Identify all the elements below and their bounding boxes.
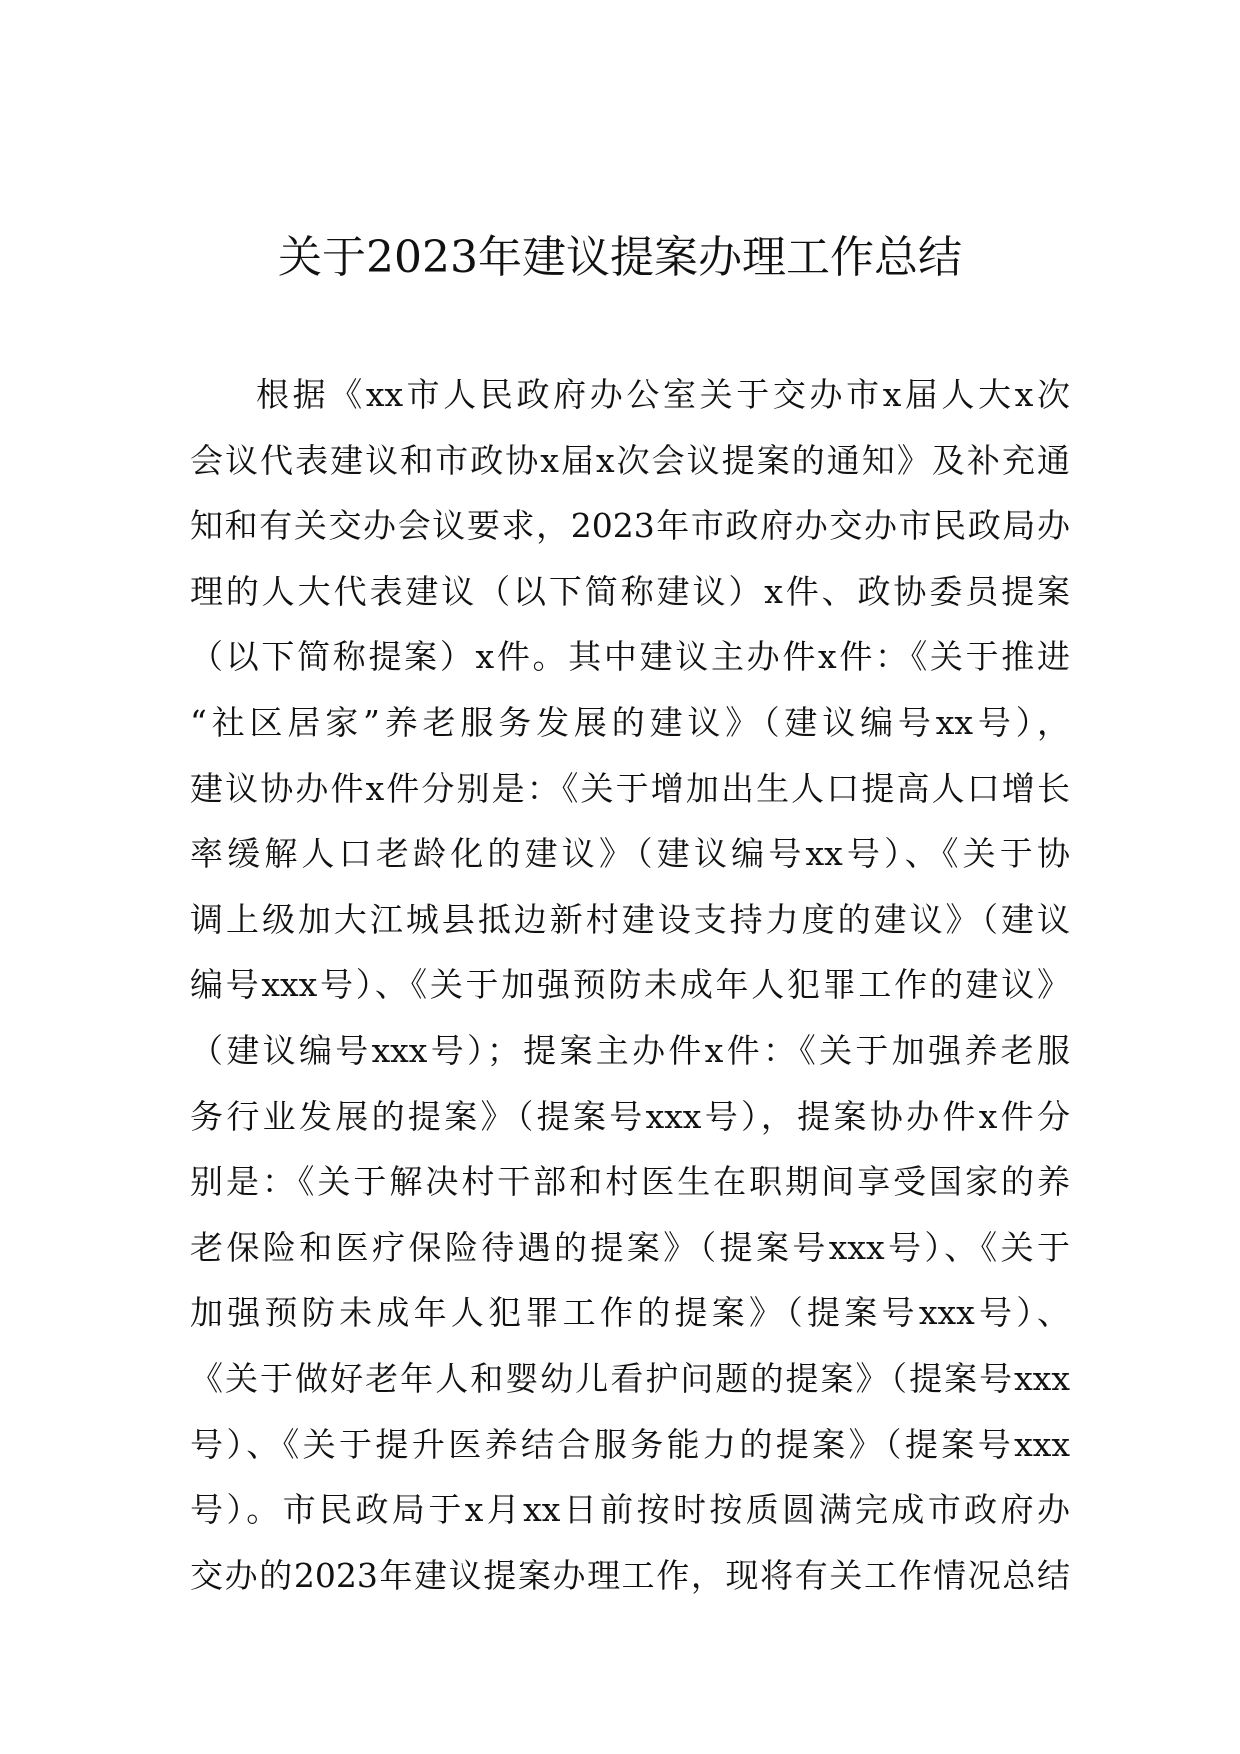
body-line-7: 建议协办件x件分别是：《关于增加出生人口提高人口增长 xyxy=(190,768,1070,808)
body-line-11: （建议编号xxx号）；提案主办件x件：《关于加强养老服 xyxy=(190,1030,1070,1070)
body-line-6: “社区居家”养老服务发展的建议》（建议编号xx号）， xyxy=(190,702,1070,742)
body-line-18: 号）。市民政局于x月xx日前按时按质圆满完成市政府办 xyxy=(190,1490,1070,1530)
body-line-9: 调上级加大江城县抵边新村建设支持力度的建议》（建议 xyxy=(190,899,1070,939)
body-line-3: 知和有关交办会议要求，2023年市政府办交办市民政局办 xyxy=(190,506,1070,546)
body-line-1: 根据《xx市人民政府办公室关于交办市x届人大x次 xyxy=(256,375,1070,414)
body-line-17: 号）、《关于提升医养结合服务能力的提案》（提案号xxx xyxy=(190,1424,1070,1464)
body-line-15: 加强预防未成年人犯罪工作的提案》（提案号xxx号）、 xyxy=(190,1293,1070,1333)
body-line-10: 编号xxx号）、《关于加强预防未成年人犯罪工作的建议》 xyxy=(190,965,1070,1005)
body-line-14: 老保险和医疗保险待遇的提案》（提案号xxx号）、《关于 xyxy=(190,1227,1070,1267)
body-line-19: 交办的2023年建议提案办理工作，现将有关工作情况总结 xyxy=(190,1555,1070,1595)
body-line-5: （以下简称提案）x件。其中建议主办件x件：《关于推进 xyxy=(190,637,1070,677)
document-body xyxy=(190,362,1070,1608)
body-line-4: 理的人大代表建议（以下简称建议）x件、政协委员提案 xyxy=(190,571,1070,611)
body-line-2: 会议代表建议和市政协x届x次会议提案的通知》及补充通 xyxy=(190,440,1070,480)
body-line-16: 《关于做好老年人和婴幼儿看护问题的提案》（提案号xxx xyxy=(190,1358,1070,1398)
document-title: 关于2023年建议提案办理工作总结 xyxy=(278,232,962,283)
body-line-13: 别是：《关于解决村干部和村医生在职期间享受国家的养 xyxy=(190,1162,1070,1202)
body-line-12: 务行业发展的提案》（提案号xxx号），提案协办件x件分 xyxy=(190,1096,1070,1136)
body-line-8: 率缓解人口老龄化的建议》（建议编号xx号）、《关于协 xyxy=(190,834,1070,874)
